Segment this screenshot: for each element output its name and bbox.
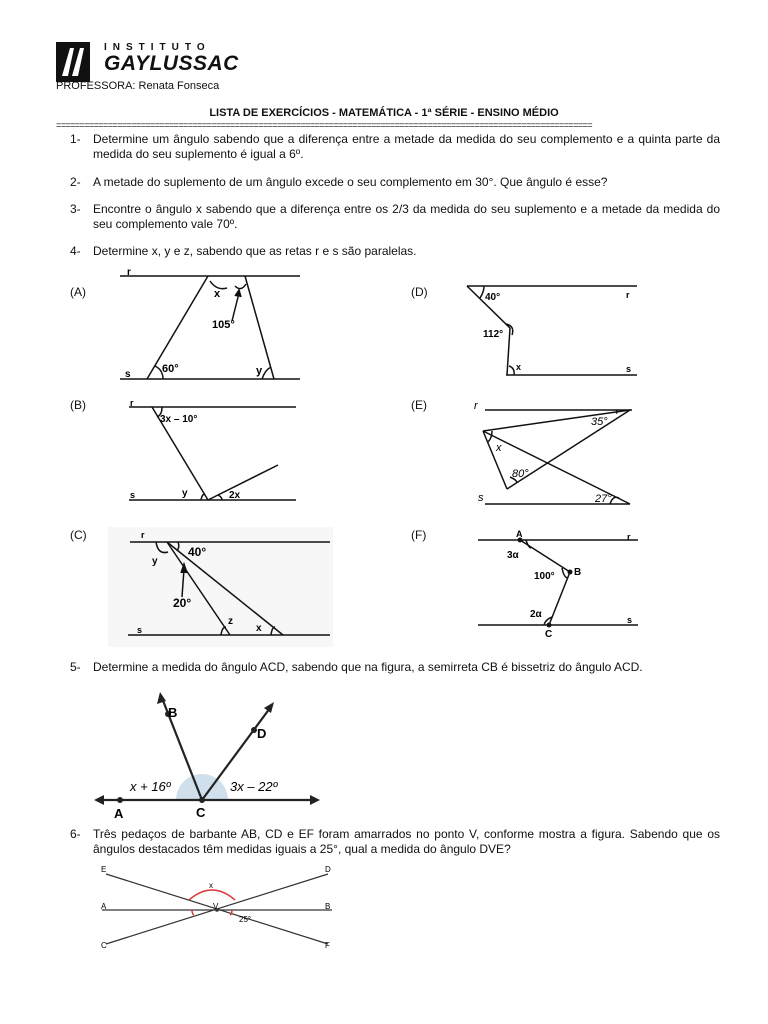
line-s-label: s [627,615,633,625]
question-4 [56,244,720,259]
angle-40-label: 40° [485,292,501,303]
logo-emblem-icon [56,42,100,82]
angle-25-label: 25° [239,915,252,924]
angle-27-label: 27° [595,493,612,505]
figure-b [124,397,300,503]
figure-q5 [92,688,322,820]
question-5 [56,660,720,675]
point-a-label: A [516,529,523,539]
point-f-label: F [325,941,330,950]
question-text: Determine um ângulo sabendo que a diferença entre a metade da medida do seu complemento e a quinta parte da medida do seu suplemento é igual a 6º. [93,132,720,161]
angle-112-label: 112° [483,329,504,340]
question-text: Determine x, y e z, sabendo que as retas r e s são paralelas. [93,244,417,258]
angle-20-label: 20° [173,596,192,610]
separator-line: ================================================================================================================== [56,121,592,131]
angle-80-label: 80° [512,468,529,480]
point-a-label: A [101,902,107,911]
point-c-label: C [101,941,107,950]
point-d-label: D [325,865,331,874]
question-3 [56,202,720,232]
figure-a-label: (A) [70,285,86,299]
point-b-label: B [168,705,178,720]
angle-x-label: x [496,442,502,454]
angle-x-label: x [214,288,221,300]
line-r-label: r [141,530,145,540]
angle-100-label: 100° [534,571,555,582]
page-title: LISTA DE EXERCÍCIOS - MATEMÁTICA - 1ª SÉRIE - ENSINO MÉDIO [209,107,559,119]
line-s-label: s [125,369,131,380]
point-e-label: E [101,865,107,874]
point-a-label: A [114,806,124,820]
point-b-label: B [574,567,582,578]
line-s-label: s [130,490,136,500]
question-text: Encontre o ângulo x sabendo que a diferença entre os 2/3 da medida do seu suplemento e a metade da medida do seu complemento vale 70º. [93,202,720,231]
point-b-label: B [325,902,331,911]
angle-x-label: x [256,623,262,634]
angle-105-label: 105° [212,319,235,331]
angle-y-label: y [182,488,188,499]
line-r-label: r [627,532,631,542]
question-text: Determine a medida do ângulo ACD, sabendo que na figura, a semirreta CB é bissetriz do ângulo ACD. [93,660,643,674]
line-r-label: r [626,290,630,300]
question-1 [56,132,720,162]
angle-y-label: y [152,556,158,567]
line-s-label: s [478,492,484,504]
logo-text-main: GAYLUSSAC [104,52,239,75]
question-text: A metade do suplemento de um ângulo excede o seu complemento em 30°. Que ângulo é esse? [93,175,608,189]
figure-c-label: (C) [70,528,87,542]
line-r-label: r [127,267,131,278]
question-number: 4- [70,244,81,258]
angle-2a-label: 2α [530,609,542,620]
angle-right-label: 3x – 22º [230,779,278,794]
figure-c [108,527,333,647]
angle-3a-label: 3α [507,550,519,561]
point-v-label: V [213,902,219,911]
question-number: 1- [70,132,81,146]
logo-text-small: INSTITUTO [104,42,211,53]
point-a [117,797,123,803]
school-logo [56,42,256,84]
line-r-label: r [130,398,134,408]
question-number: 6- [70,827,81,841]
angle-35-label: 35° [591,416,608,428]
question-number: 3- [70,202,81,216]
figure-d-label: (D) [411,285,428,299]
angle-left-label: x + 16º [130,779,171,794]
question-number: 5- [70,660,81,674]
point-c [199,797,205,803]
line-s-label: s [626,364,632,374]
figure-d [462,280,642,380]
figure-b-label: (B) [70,398,86,412]
point-c [547,623,552,628]
question-text: Três pedaços de barbante AB, CD e EF foram amarrados no ponto V, conforme mostra a figura. Sabendo que os ângulos destacados têm medidas iguais a 25°, qual a medida do ângulo DVE? [93,827,720,856]
figure-q6 [92,864,342,952]
question-number: 2- [70,175,81,189]
angle-3x-label: 3x – 10° [160,414,198,425]
teacher-name: PROFESSORA: Renata Fonseca [56,80,220,92]
angle-2x-label: 2x [229,490,241,501]
angle-60-label: 60° [162,363,179,375]
angle-40-label: 40° [188,545,207,559]
angle-y-label: y [256,365,263,377]
point-c-label: C [545,629,553,640]
angle-z-label: z [228,616,233,627]
question-6 [56,827,720,857]
figure-f-label: (F) [411,528,427,542]
figure-e-label: (E) [411,398,427,412]
question-2 [56,175,720,190]
angle-x-label: x [516,362,522,372]
figure-e [470,398,635,508]
line-r-label: r [474,400,478,412]
figure-a [115,266,305,384]
figure-f [476,528,641,640]
point-d-label: D [257,726,267,741]
point-b [568,570,573,575]
angle-x-label: x [209,881,213,890]
point-c-label: C [196,805,206,820]
line-s-label: s [137,625,143,635]
